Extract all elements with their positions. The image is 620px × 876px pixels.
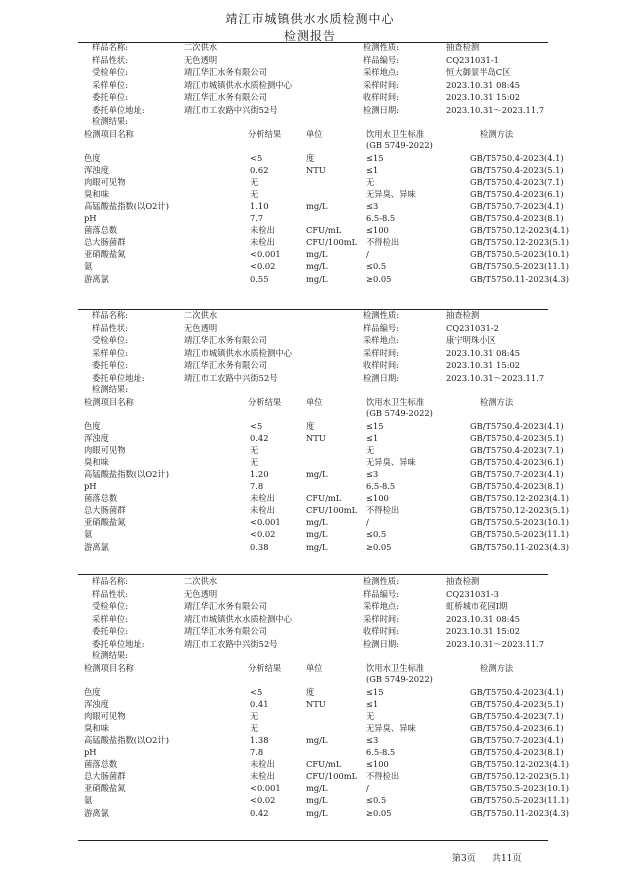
result-value: <0.001: [250, 517, 281, 528]
result-value: 未检出: [250, 759, 275, 770]
result-method: GB/T5750.4-2023(6.1): [470, 456, 564, 467]
result-method: GB/T5750.5-2023(11.1): [470, 261, 569, 272]
result-unit: mg/L: [306, 200, 328, 211]
result-unit: mg/L: [306, 529, 328, 540]
result-method: GB/T5750.4-2023(6.1): [470, 722, 564, 733]
result-unit: mg/L: [306, 261, 328, 272]
field-label-receive-time: 收样时间:: [363, 626, 399, 636]
field-label-sampling-unit: 采样单位:: [92, 347, 128, 358]
column-header-standard-ref: (GB 5749-2022): [366, 407, 433, 418]
result-unit: 度: [306, 420, 315, 431]
result-unit: mg/L: [306, 468, 328, 479]
result-unit: NTU: [306, 698, 326, 709]
field-label-test-date: 检测日期:: [363, 372, 399, 383]
result-standard: 6.5-8.5: [366, 747, 396, 757]
result-unit: 度: [306, 686, 315, 697]
report-title: 靖江市城镇供水水质检测中心: [225, 12, 395, 26]
result-value: 未检出: [250, 505, 275, 516]
field-value-sampling-unit: 靖江市城镇供水水质检测中心: [184, 347, 292, 358]
result-standard: ≥0.05: [366, 541, 392, 552]
result-standard: /: [366, 517, 369, 528]
result-value: 无: [250, 456, 259, 467]
field-value-sample-no: CQ231031-3: [446, 588, 499, 599]
field-label-client-unit: 委托单位:: [92, 360, 128, 370]
result-unit: mg/L: [306, 273, 328, 284]
result-standard: 无异臭、异味: [366, 456, 416, 467]
field-value-receive-time: 2023.10.31 15:02: [446, 626, 521, 636]
result-value: 0.42: [250, 807, 269, 818]
result-method: GB/T5750.4-2023(5.1): [470, 432, 564, 443]
field-label-test-date: 检测日期:: [363, 638, 399, 649]
field-value-test-nature: 抽查检测: [446, 576, 480, 586]
result-item: 高锰酸盐指数(以O2计): [84, 734, 169, 745]
result-unit: CFU/mL: [306, 493, 342, 504]
field-value-test-date: 2023.10.31～2023.11.7: [446, 372, 545, 383]
result-value: <0.02: [250, 795, 276, 806]
field-label-sample-no: 样品编号:: [363, 54, 399, 65]
field-label-sample-no: 样品编号:: [363, 588, 399, 599]
result-standard: 6.5-8.5: [366, 213, 396, 223]
result-standard: ≤100: [366, 225, 389, 236]
result-value: 无: [250, 710, 259, 721]
result-value: 未检出: [250, 771, 275, 782]
field-value-sampling-unit: 靖江市城镇供水水质检测中心: [184, 613, 292, 624]
result-method: GB/T5750.12-2023(5.1): [470, 237, 569, 248]
result-standard: 不得检出: [366, 771, 400, 782]
field-label-entrusted-unit: 受检单位:: [92, 67, 128, 77]
result-method: GB/T5750.7-2023(4.1): [470, 468, 564, 479]
result-method: GB/T5750.12-2023(5.1): [470, 505, 569, 516]
result-standard: ≤0.5: [366, 261, 387, 272]
result-item: 肉眼可见物: [84, 710, 126, 721]
result-unit: CFU/100mL: [306, 771, 358, 782]
result-item: pH: [84, 213, 97, 223]
result-standard: 不得检出: [366, 505, 400, 516]
result-method: GB/T5750.4-2023(4.1): [470, 686, 564, 697]
results-label: 检测结果:: [92, 650, 128, 660]
result-standard: ≤100: [366, 493, 389, 504]
results-label: 检测结果:: [92, 116, 128, 126]
result-standard: 不得检出: [366, 237, 400, 248]
result-standard: ≤0.5: [366, 529, 387, 540]
field-label-client-address: 委托单位地址:: [92, 104, 145, 115]
field-label-sampling-site: 采样地点:: [363, 601, 399, 611]
result-value: <0.001: [250, 783, 281, 794]
result-value: <0.02: [250, 261, 276, 272]
result-value: 无: [250, 444, 259, 455]
result-method: GB/T5750.11-2023(4.3): [470, 273, 569, 284]
field-value-sample-name: 二次供水: [184, 42, 218, 52]
column-header-unit: 单位: [306, 128, 323, 139]
result-method: GB/T5750.4-2023(4.1): [470, 152, 564, 163]
result-item: 高锰酸盐指数(以O2计): [84, 468, 169, 479]
result-standard: ≤3: [366, 200, 379, 211]
field-value-test-date: 2023.10.31～2023.11.7: [446, 638, 545, 649]
result-method: GB/T5750.4-2023(8.1): [470, 747, 564, 757]
field-label-client-address: 委托单位地址:: [92, 372, 145, 383]
result-unit: CFU/100mL: [306, 505, 358, 516]
field-value-receive-time: 2023.10.31 15:02: [446, 92, 521, 102]
result-standard: 无异臭、异味: [366, 188, 416, 199]
field-value-sampling-time: 2023.10.31 08:45: [446, 79, 521, 90]
result-item: 浑浊度: [84, 698, 109, 709]
result-value: 1.38: [250, 734, 269, 745]
field-label-entrusted-unit: 受检单位:: [92, 335, 128, 345]
result-item: 游离氯: [84, 273, 109, 284]
result-standard: 无: [366, 710, 375, 721]
field-label-sampling-unit: 采样单位:: [92, 79, 128, 90]
page-number: 第3页: [452, 854, 476, 864]
result-item: 浑浊度: [84, 432, 109, 443]
result-standard: 无: [366, 444, 375, 455]
result-method: GB/T5750.4-2023(5.1): [470, 698, 564, 709]
field-value-entrusted-unit: 靖江华汇水务有限公司: [184, 601, 267, 611]
column-header-unit: 单位: [306, 662, 323, 673]
field-value-test-nature: 抽查检测: [446, 42, 480, 52]
result-item: 总大肠菌群: [84, 771, 126, 782]
field-label-sample-name: 样品名称:: [92, 576, 128, 586]
result-item: 总大肠菌群: [84, 237, 126, 248]
result-method: GB/T5750.12-2023(4.1): [470, 225, 569, 236]
result-unit: CFU/mL: [306, 225, 342, 236]
result-value: 无: [250, 722, 259, 733]
result-value: 1.20: [250, 468, 269, 479]
field-label-client-unit: 委托单位:: [92, 626, 128, 636]
result-value: 7.8: [250, 481, 264, 491]
page-total: 共11页: [492, 854, 522, 864]
field-value-client-unit: 靖江华汇水务有限公司: [184, 92, 267, 102]
result-standard: ≤15: [366, 152, 384, 163]
result-method: GB/T5750.12-2023(5.1): [470, 771, 569, 782]
field-label-test-date: 检测日期:: [363, 104, 399, 115]
result-item: 菌落总数: [84, 225, 118, 236]
result-item: 菌落总数: [84, 759, 118, 770]
field-value-sampling-site: 虹桥城市花园Ⅰ期: [446, 601, 508, 611]
bottom-rule: [78, 840, 548, 841]
field-value-sampling-time: 2023.10.31 08:45: [446, 613, 521, 624]
result-value: 0.62: [250, 164, 269, 175]
result-method: GB/T5750.5-2023(11.1): [470, 795, 569, 806]
result-method: GB/T5750.4-2023(5.1): [470, 164, 564, 175]
result-value: 7.7: [250, 213, 264, 223]
field-value-sampling-site: 康宁明珠小区: [446, 335, 496, 345]
field-value-sampling-unit: 靖江市城镇供水水质检测中心: [184, 79, 292, 90]
result-method: GB/T5750.5-2023(10.1): [470, 249, 569, 260]
column-header-item: 检测项目名称: [84, 396, 134, 407]
result-item: 菌落总数: [84, 493, 118, 504]
result-method: GB/T5750.7-2023(4.1): [470, 734, 564, 745]
field-value-client-address: 靖江市工农路中兴街52号: [184, 104, 278, 115]
field-label-test-nature: 检测性质:: [363, 576, 399, 586]
block-divider: [78, 574, 548, 575]
result-method: GB/T5750.4-2023(4.1): [470, 420, 564, 431]
result-value: 无: [250, 188, 259, 199]
result-item: 色度: [84, 686, 101, 697]
field-value-sampling-site: 恒大御景半岛C区: [446, 67, 511, 77]
result-unit: mg/L: [306, 734, 328, 745]
field-label-test-nature: 检测性质:: [363, 310, 399, 320]
result-item: 臭和味: [84, 456, 109, 467]
column-header-item: 检测项目名称: [84, 662, 134, 673]
field-label-sampling-time: 采样时间:: [363, 613, 399, 624]
column-header-standard-ref: (GB 5749-2022): [366, 673, 433, 684]
result-value: <0.001: [250, 249, 281, 260]
column-header-method: 检测方法: [480, 662, 514, 673]
result-value: 7.8: [250, 747, 264, 757]
field-label-sample-no: 样品编号:: [363, 322, 399, 333]
field-value-entrusted-unit: 靖江华汇水务有限公司: [184, 335, 267, 345]
result-method: GB/T5750.4-2023(6.1): [470, 188, 564, 199]
field-label-sampling-site: 采样地点:: [363, 335, 399, 345]
result-value: 未检出: [250, 493, 275, 504]
result-unit: 度: [306, 152, 315, 163]
column-header-method: 检测方法: [480, 128, 514, 139]
result-unit: NTU: [306, 432, 326, 443]
result-value: 0.38: [250, 541, 269, 552]
result-standard: 无异臭、异味: [366, 722, 416, 733]
result-value: 未检出: [250, 237, 275, 248]
column-header-method: 检测方法: [480, 396, 514, 407]
field-value-receive-time: 2023.10.31 15:02: [446, 360, 521, 370]
field-value-sample-nature: 无色透明: [184, 322, 218, 333]
field-value-test-date: 2023.10.31～2023.11.7: [446, 104, 545, 115]
result-standard: ≤1: [366, 698, 379, 709]
result-item: 臭和味: [84, 188, 109, 199]
field-value-client-address: 靖江市工农路中兴街52号: [184, 372, 278, 383]
column-header-unit: 单位: [306, 396, 323, 407]
field-value-client-address: 靖江市工农路中兴街52号: [184, 638, 278, 649]
result-item: pH: [84, 747, 97, 757]
result-item: 色度: [84, 152, 101, 163]
column-header-standard: 饮用水卫生标准: [366, 662, 425, 673]
field-value-sampling-time: 2023.10.31 08:45: [446, 347, 521, 358]
result-standard: ≤15: [366, 420, 384, 431]
results-label: 检测结果:: [92, 384, 128, 394]
column-header-standard: 饮用水卫生标准: [366, 128, 425, 139]
result-standard: ≤3: [366, 734, 379, 745]
result-standard: ≤1: [366, 164, 379, 175]
field-label-sample-name: 样品名称:: [92, 310, 128, 320]
result-value: <5: [250, 686, 263, 697]
result-value: 0.42: [250, 432, 269, 443]
column-header-result: 分析结果: [248, 128, 282, 139]
result-unit: mg/L: [306, 517, 328, 528]
field-label-entrusted-unit: 受检单位:: [92, 601, 128, 611]
result-item: 亚硝酸盐氮: [84, 517, 126, 528]
result-item: 亚硝酸盐氮: [84, 783, 126, 794]
result-standard: ≤15: [366, 686, 384, 697]
result-method: GB/T5750.4-2023(8.1): [470, 481, 564, 491]
field-label-sampling-time: 采样时间:: [363, 79, 399, 90]
field-value-client-unit: 靖江华汇水务有限公司: [184, 360, 267, 370]
result-unit: NTU: [306, 164, 326, 175]
result-item: 氨: [84, 795, 93, 806]
result-value: 1.10: [250, 200, 269, 211]
field-label-sample-nature: 样品性状:: [92, 322, 128, 333]
result-unit: mg/L: [306, 541, 328, 552]
field-value-sample-name: 二次供水: [184, 576, 218, 586]
result-item: 肉眼可见物: [84, 176, 126, 187]
result-method: GB/T5750.4-2023(7.1): [470, 444, 564, 455]
result-item: 总大肠菌群: [84, 505, 126, 516]
result-standard: ≤1: [366, 432, 379, 443]
result-unit: mg/L: [306, 795, 328, 806]
result-unit: mg/L: [306, 783, 328, 794]
result-value: 0.55: [250, 273, 269, 284]
result-standard: ≤3: [366, 468, 379, 479]
result-item: 高锰酸盐指数(以O2计): [84, 200, 169, 211]
result-item: 氨: [84, 261, 93, 272]
result-value: <5: [250, 420, 263, 431]
result-standard: ≤0.5: [366, 795, 387, 806]
result-method: GB/T5750.5-2023(10.1): [470, 517, 569, 528]
result-item: 亚硝酸盐氮: [84, 249, 126, 260]
field-label-test-nature: 检测性质:: [363, 42, 399, 52]
result-standard: ≤100: [366, 759, 389, 770]
result-value: 0.41: [250, 698, 269, 709]
result-method: GB/T5750.12-2023(4.1): [470, 493, 569, 504]
result-standard: 6.5-8.5: [366, 481, 396, 491]
result-method: GB/T5750.5-2023(10.1): [470, 783, 569, 794]
field-value-sample-name: 二次供水: [184, 310, 218, 320]
field-label-client-unit: 委托单位:: [92, 92, 128, 102]
column-header-standard-ref: (GB 5749-2022): [366, 139, 433, 150]
result-value: 无: [250, 176, 259, 187]
result-value: 未检出: [250, 225, 275, 236]
result-item: 浑浊度: [84, 164, 109, 175]
field-label-receive-time: 收样时间:: [363, 360, 399, 370]
result-item: pH: [84, 481, 97, 491]
field-value-sample-no: CQ231031-1: [446, 54, 499, 65]
result-standard: ≥0.05: [366, 807, 392, 818]
result-value: <0.02: [250, 529, 276, 540]
result-method: GB/T5750.4-2023(7.1): [470, 710, 564, 721]
result-method: GB/T5750.11-2023(4.3): [470, 807, 569, 818]
field-value-sample-nature: 无色透明: [184, 54, 218, 65]
result-method: GB/T5750.12-2023(4.1): [470, 759, 569, 770]
field-label-sampling-unit: 采样单位:: [92, 613, 128, 624]
result-method: GB/T5750.5-2023(11.1): [470, 529, 569, 540]
field-value-test-nature: 抽查检测: [446, 310, 480, 320]
result-item: 游离氯: [84, 807, 109, 818]
result-unit: CFU/mL: [306, 759, 342, 770]
report-subtitle: 检测报告: [283, 29, 336, 43]
result-method: GB/T5750.11-2023(4.3): [470, 541, 569, 552]
result-method: GB/T5750.4-2023(8.1): [470, 213, 564, 223]
field-label-sampling-site: 采样地点:: [363, 67, 399, 77]
field-label-client-address: 委托单位地址:: [92, 638, 145, 649]
result-unit: mg/L: [306, 249, 328, 260]
result-standard: ≥0.05: [366, 273, 392, 284]
result-unit: mg/L: [306, 807, 328, 818]
column-header-item: 检测项目名称: [84, 128, 134, 139]
result-item: 色度: [84, 420, 101, 431]
result-item: 游离氯: [84, 541, 109, 552]
column-header-result: 分析结果: [248, 662, 282, 673]
result-method: GB/T5750.7-2023(4.1): [470, 200, 564, 211]
result-standard: /: [366, 783, 369, 794]
field-label-sampling-time: 采样时间:: [363, 347, 399, 358]
result-unit: CFU/100mL: [306, 237, 358, 248]
field-label-sample-nature: 样品性状:: [92, 588, 128, 599]
result-standard: 无: [366, 176, 375, 187]
result-item: 肉眼可见物: [84, 444, 126, 455]
field-value-client-unit: 靖江华汇水务有限公司: [184, 626, 267, 636]
result-standard: /: [366, 249, 369, 260]
column-header-standard: 饮用水卫生标准: [366, 396, 425, 407]
result-item: 氨: [84, 529, 93, 540]
result-method: GB/T5750.4-2023(7.1): [470, 176, 564, 187]
field-value-entrusted-unit: 靖江华汇水务有限公司: [184, 67, 267, 77]
field-value-sample-nature: 无色透明: [184, 588, 218, 599]
field-value-sample-no: CQ231031-2: [446, 322, 499, 333]
field-label-sample-name: 样品名称:: [92, 42, 128, 52]
result-value: <5: [250, 152, 263, 163]
field-label-sample-nature: 样品性状:: [92, 54, 128, 65]
field-label-receive-time: 收样时间:: [363, 92, 399, 102]
column-header-result: 分析结果: [248, 396, 282, 407]
result-item: 臭和味: [84, 722, 109, 733]
